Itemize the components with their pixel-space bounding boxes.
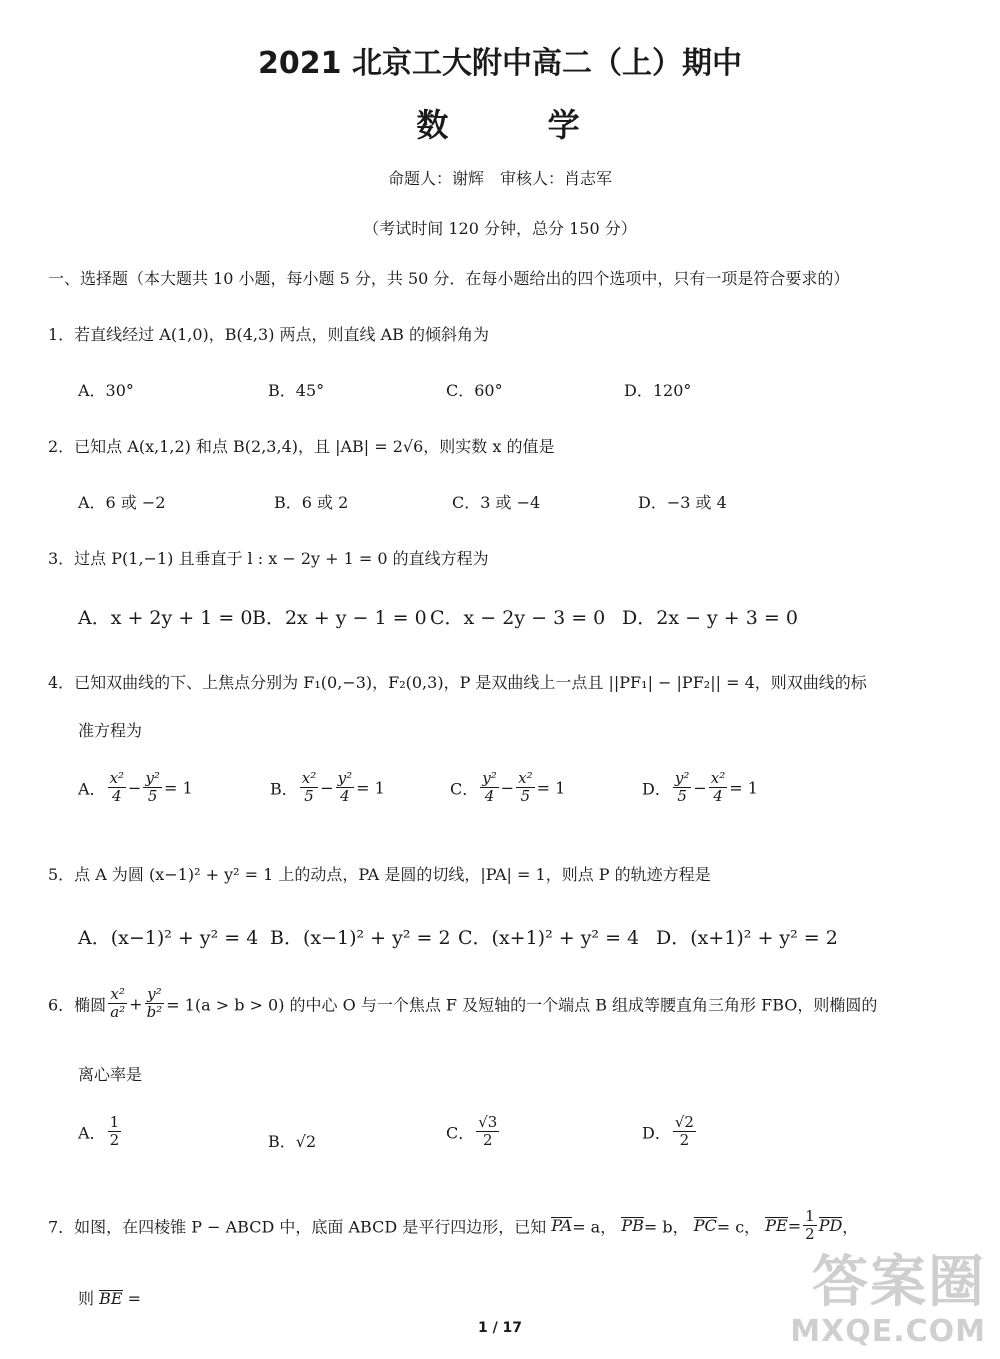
question-1-option-d: D．120° [624, 381, 692, 400]
vector-pb: PB [621, 1216, 644, 1236]
watermark-cn: 答案圈 [812, 1250, 986, 1315]
question-5-option-a: A．(x−1)² + y² = 4 [78, 927, 259, 949]
question-5-stem: 5．点 A 为圆 (x−1)² + y² = 1 上的动点，PA 是圆的切线，|PA| = 1，则点 P 的轨迹方程是 [48, 865, 711, 884]
question-1-option-a: A．30° [78, 381, 134, 400]
question-1-option-c: C．60° [446, 381, 503, 400]
question-6-option-c: C． $\frac{√3}{2}$ [446, 1113, 498, 1150]
question-6-option-b: B．√2 [268, 1132, 317, 1151]
page-number: 1 / 17 [477, 1320, 523, 1336]
vector-pa: PA [551, 1216, 573, 1236]
authors-line: 命题人：谢辉 审核人：肖志军 [387, 169, 612, 188]
question-3-option-b: B．2x + y − 1 = 0 [252, 607, 427, 629]
question-2-stem: 2．已知点 A(x,1,2) 和点 B(2,3,4)，且 |AB| = 2√6，则实数 x 的值是 [48, 437, 555, 456]
question-5-option-d: D．(x+1)² + y² = 2 [656, 927, 838, 949]
question-6-stem-continued: 离心率是 [78, 1065, 143, 1084]
question-4-stem: 4．已知双曲线的下、上焦点分别为 F₁(0,−3)，F₂(0,3)，P 是双曲线上一点且 ||PF₁| − |PF₂|| = 4，则双曲线的标 [48, 673, 867, 692]
question-5-option-c: C．(x+1)² + y² = 4 [458, 927, 640, 949]
question-4-option-a: A． $\frac{\text{x²}}{4}$ − $\frac{\text{y²}}{5}$ = 1 [78, 769, 193, 806]
question-2-option-c: C．3 或 −4 [452, 493, 541, 512]
page-title: 2021 北京工大附中高二（上）期中 [258, 46, 742, 81]
question-4-option-c: C． $\frac{\text{y²}}{4}$ − $\frac{\text{x²}}{5}$ = 1 [450, 769, 566, 806]
question-7-stem-continued: 则 BE = [78, 1289, 142, 1308]
question-2-option-a: A．6 或 −2 [78, 493, 166, 512]
question-3-stem: 3．过点 P(1,−1) 且垂直于 l : x − 2y + 1 = 0 的直线方程为 [48, 549, 489, 568]
exam-info: （考试时间 120 分钟，总分 150 分） [363, 219, 637, 238]
question-6-option-d: D． $\frac{√2}{2}$ [642, 1113, 694, 1150]
question-4-stem-continued: 准方程为 [78, 721, 143, 740]
question-3-option-a: A．x + 2y + 1 = 0 [78, 607, 253, 629]
question-1-option-b: B．45° [268, 381, 325, 400]
question-2-option-d: D．−3 或 4 [638, 493, 727, 512]
question-2-option-b: B．6 或 2 [274, 493, 349, 512]
vector-pe: PE [765, 1216, 788, 1236]
vector-be: BE [99, 1289, 123, 1308]
question-5-option-b: B．(x−1)² + y² = 2 [270, 927, 451, 949]
watermark-en: MXQE.COM [790, 1314, 986, 1349]
question-3-option-c: C．x − 2y − 3 = 0 [430, 607, 606, 629]
question-1-stem: 1．若直线经过 A(1,0)，B(4,3) 两点，则直线 AB 的倾斜角为 [48, 325, 490, 344]
question-3-option-d: D．2x − y + 3 = 0 [622, 607, 798, 629]
section-heading: 一、选择题（本大题共 10 小题，每小题 5 分，共 50 分．在每小题给出的四个选项中，只有一项是符合要求的） [48, 269, 850, 288]
watermark-logo [790, 1238, 986, 1349]
vector-pc: PC [693, 1216, 717, 1236]
question-6-stem: 6．椭圆 $\frac{\text{x²}}{\text{a²}}$ + $\frac{\text{y²}}{\text{b²}}$ = 1(a > b > 0) 的中心 O 与一个焦点 F 及短轴的一个端点 B 组成等腰直角三角形 FBO，则椭圆的 [48, 985, 878, 1022]
question-7-stem: 7．如图，在四棱锥 P − ABCD 中，底面 ABCD 是平行四边形，已知 PA= a， PB= b， PC= c， PE= $\frac{1}{2}$ PD， [48, 1207, 859, 1244]
question-4-option-d: D． $\frac{\text{y²}}{5}$ − $\frac{\text{x²}}{4}$ = 1 [642, 769, 758, 806]
vector-pd: PD [818, 1216, 843, 1236]
question-6-option-a: A． $\frac{1}{2}$ [78, 1113, 120, 1150]
subject-heading: 数 学 [416, 106, 624, 144]
question-4-option-b: B． $\frac{\text{x²}}{5}$ − $\frac{\text{y²}}{4}$ = 1 [270, 769, 385, 806]
